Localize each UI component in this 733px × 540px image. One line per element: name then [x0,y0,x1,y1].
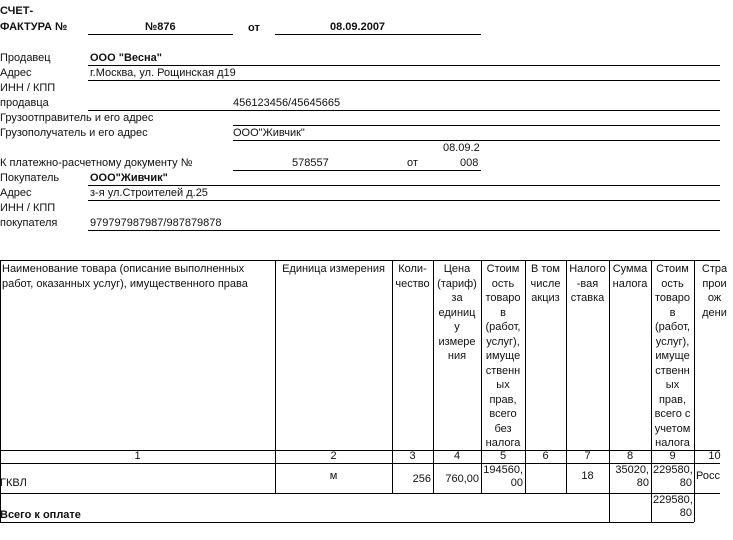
column-header: Стоим ость товаро в (работ, услуг), имуще ственн ых прав, всего без налога [485,263,521,449]
seller-value: ООО "Весна" [90,52,162,64]
divider [88,80,720,81]
title-line1: СЧЕТ- [0,5,34,17]
buyer-address: з-я ул.Строителей д.25 [90,187,208,199]
payment-from-label: от [407,157,418,169]
seller-address: г.Москва, ул. Рощинская д19 [90,67,236,79]
payment-doc-label: К платежно-расчетному документу № [0,157,193,169]
divider [88,200,720,201]
column-number: 1 [134,450,141,462]
buyer-label: Покупатель [0,172,60,184]
seller-address-label: Адрес [0,67,32,79]
buyer-inn-label: ИНН / КПП [0,202,56,214]
table-cell: 18 [581,470,594,482]
table-grid-line [0,260,720,261]
column-header: Налого -вая ставка [569,263,606,304]
divider [233,125,720,126]
table-cell: 256 [412,473,431,485]
table-grid-line [481,260,482,493]
table-cell: м [329,470,338,482]
table-grid-line [525,260,526,493]
column-number: 8 [626,450,634,462]
column-header: Цена (тариф) за единиц у измере ния [437,263,477,362]
table-grid-line [609,260,610,493]
table-grid-line [566,260,567,493]
table-grid-line [609,493,610,522]
buyer-inn: 979797987987/987879878 [90,217,222,229]
from-label: от [248,22,260,34]
table-grid-line [275,260,276,493]
table-cell [527,464,564,492]
divider [275,34,481,35]
column-number: 4 [453,450,461,462]
table-cell: ГКВЛ [0,477,27,489]
seller-inn-label: ИНН / КПП [0,82,56,94]
column-header: Коли- чество [395,263,430,290]
table-cell: 35020, 80 [615,464,649,489]
table-grid-line [651,260,652,493]
consignee-label: Грузополучатель и его адрес [0,127,148,139]
column-header: Единица измерения [282,263,385,275]
shipper-label: Грузоотправитель и его адрес [0,112,154,124]
column-number: 2 [330,450,337,462]
buyer-address-label: Адрес [0,187,32,199]
buyer-value: ООО"Живчик" [90,172,168,184]
divider [88,230,720,231]
column-number: 6 [542,450,549,462]
total-label: Всего к оплате [0,509,81,521]
invoice-date: 08.09.2007 [330,21,386,33]
divider [88,34,233,35]
seller-label: Продавец [0,52,51,64]
seller-inn-label: продавца [0,97,49,109]
column-header: Стоим ость товаро в (работ, услуг), имуще ственн ых прав, всего с учетом налога [654,263,691,449]
column-number: 5 [499,450,507,462]
table-grid-line [433,260,434,493]
table-cell: 194560, 00 [483,464,523,489]
total-value: 229580, 80 [653,494,693,519]
divider [233,140,720,141]
column-number: 7 [584,450,591,462]
table-cell: 760,00 [445,473,479,485]
table-grid-line [694,260,695,493]
buyer-inn-label: покупателя [0,217,58,229]
table-grid-line [694,493,695,522]
title-line2: ФАКТУРА № [0,21,68,33]
column-header: Стра прои ож дени [701,263,728,319]
payment-date: 008 [460,157,479,169]
column-header: Сумма налога [612,263,648,290]
divider [233,170,481,171]
column-header: В том числе акциз [530,263,561,304]
table-cell: 229580, 80 [653,464,693,489]
table-grid-line [0,463,720,464]
table-cell: Росс [696,470,720,482]
payment-doc-number: 578557 [292,157,329,169]
divider [88,110,720,111]
column-number: 9 [669,450,676,462]
column-header: Наименование товара (описание выполненных работ, оказанных услуг), имущественного права [2,263,248,290]
payment-date: 08.09.2 [443,142,480,154]
divider [88,185,720,186]
table-grid-line [651,493,652,522]
table-grid-line [0,493,720,494]
divider [88,65,720,66]
consignee-value: ООО"Живчик" [233,127,305,139]
table-grid-line [0,450,720,451]
column-number: 10 [708,450,721,462]
seller-inn: 456123456/45645665 [233,97,341,109]
table-grid-line [0,260,1,522]
column-number: 3 [409,450,416,462]
table-grid-line [392,260,393,493]
invoice-number: №876 [145,21,176,33]
table-grid-line [0,522,694,523]
